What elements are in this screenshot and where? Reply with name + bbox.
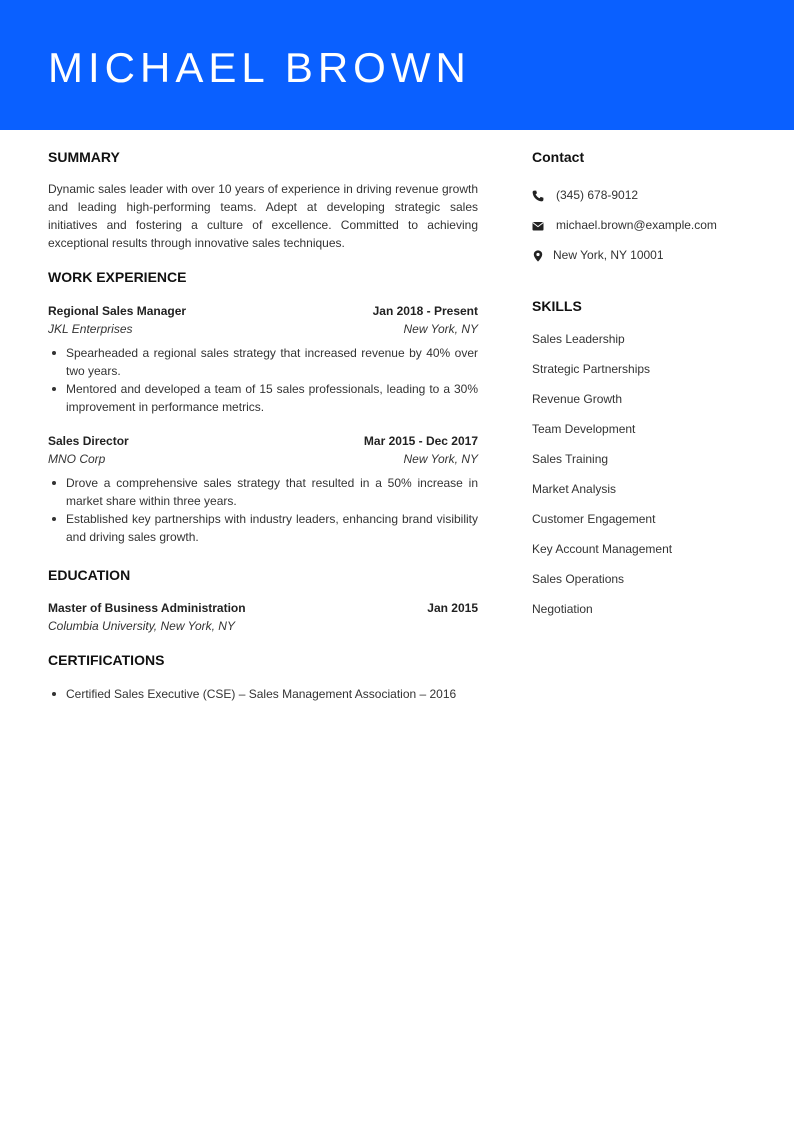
skill-item: Market Analysis: [532, 482, 617, 496]
contact-heading: Contact: [532, 149, 585, 165]
skill-item: Sales Training: [532, 452, 609, 466]
job-company: JKL Enterprises: [48, 322, 133, 336]
work-experience-heading: WORK EXPERIENCE: [48, 269, 187, 285]
skill-item: Sales Leadership: [532, 332, 625, 346]
skill-item: Negotiation: [532, 602, 593, 616]
summary-text: Dynamic sales leader with over 10 years of experience in driving revenue growth and leading high-performing teams. Adept at developing strategic sales initiatives and fostering a culture of excellence. Committed to achieving exceptional results through innovative sales techniques.: [48, 182, 478, 250]
job-role: Regional Sales Manager: [48, 304, 187, 318]
resume-header: [0, 0, 794, 130]
summary-heading: SUMMARY: [48, 149, 120, 165]
job-bullets: [48, 474, 478, 546]
phone-number: (345) 678-9012: [556, 188, 639, 202]
contact-address: [532, 246, 762, 264]
list-item: Certified Sales Executive (CSE) – Sales Management Association – 2016: [48, 685, 478, 703]
job-dates: Mar 2015 - Dec 2017: [363, 434, 478, 448]
job-bullets: [48, 344, 478, 416]
contact-phone: [532, 186, 762, 204]
job-location: New York, NY: [403, 322, 478, 336]
job-company: MNO Corp: [48, 452, 106, 466]
candidate-name: MICHAEL BROWN: [48, 44, 471, 91]
job-location: New York, NY: [403, 452, 478, 466]
certifications-heading: CERTIFICATIONS: [48, 652, 165, 668]
skill-item: Strategic Partnerships: [532, 362, 651, 376]
envelope-icon: [532, 219, 544, 231]
skill-item: Revenue Growth: [532, 392, 623, 406]
skill-item: Team Development: [532, 422, 636, 436]
skills-heading: SKILLS: [532, 298, 582, 314]
education-heading: EDUCATION: [48, 567, 131, 583]
school: Columbia University, New York, NY: [48, 619, 235, 633]
list-item: Spearheaded a regional sales strategy that increased revenue by 40% over two years.: [48, 344, 478, 380]
contact-email: [532, 216, 762, 234]
list-item: Drove a comprehensive sales strategy that resulted in a 50% increase in market share within three years.: [48, 474, 478, 510]
skill-item: Sales Operations: [532, 572, 625, 586]
certifications-list: [48, 685, 478, 703]
job-dates: Jan 2018 - Present: [372, 304, 478, 318]
address: New York, NY 10001: [553, 248, 664, 262]
list-item: Established key partnerships with industry leaders, enhancing brand visibility and driving sales growth.: [48, 510, 478, 546]
skill-item: Customer Engagement: [532, 512, 656, 526]
phone-icon: [532, 189, 544, 201]
map-marker-icon: [532, 249, 544, 261]
education-date: Jan 2015: [427, 601, 478, 615]
degree: Master of Business Administration: [48, 601, 246, 615]
list-item: Mentored and developed a team of 15 sales professionals, leading to a 30% improvement in performance metrics.: [48, 380, 478, 416]
email-address: michael.brown@example.com: [556, 218, 717, 232]
job-role: Sales Director: [48, 434, 129, 448]
skill-item: Key Account Management: [532, 542, 673, 556]
